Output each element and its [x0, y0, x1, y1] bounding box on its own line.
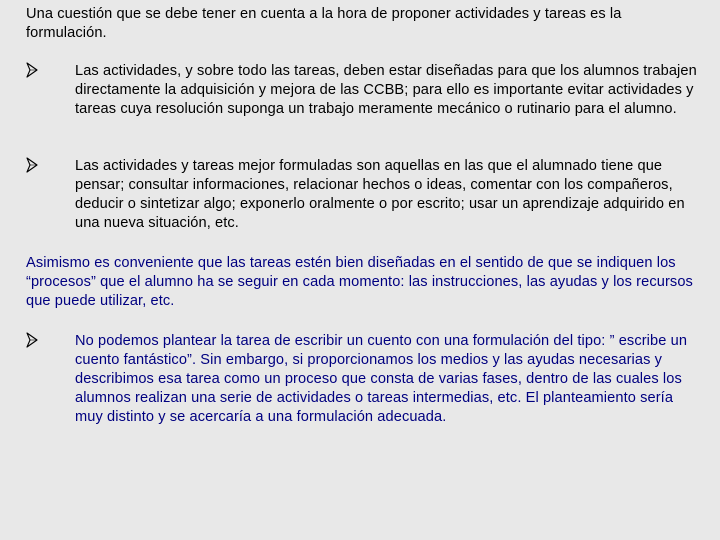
arrowhead-bullet-icon [26, 332, 46, 351]
bullet-text: Las actividades, y sobre todo las tareas, deben estar diseñadas para que los alumnos trabajen directamente la adquisición y mejora de las CCBB; para ello es importante evitar actividades y tareas cuya resolución suponga un trabajo meramente mecánico o rutinario para el alumno. [75, 63, 697, 117]
middle-paragraph: Asimismo es conveniente que las tareas estén bien diseñadas en el sentido de que se indiquen los “procesos” que el alumno ha se seguir en cada momento: las instrucciones, las ayudas y los recursos que puede utilizar, etc. [26, 255, 693, 309]
arrowhead-bullet-icon [26, 157, 46, 176]
intro-paragraph: Una cuestión que se debe tener en cuenta a la hora de proponer actividades y tareas es la formulación. [26, 6, 622, 41]
bullet-text: Las actividades y tareas mejor formuladas son aquellas en las que el alumnado tiene que pensar; consultar informaciones, relacionar hechos o ideas, comentar con los compañeros, deducir o sintetizar algo; exponerlo oralmente o por escrito; usar un aprendizaje adquirido en una nueva situación, etc. [75, 158, 685, 231]
bullet-text: No podemos plantear la tarea de escribir un cuento con una formulación del tipo: ” escribe un cuento fantástico”. Sin embargo, si proporcionamos los medios y las ayudas necesarias y describimos esa tarea como un proceso que consta de varias fases, dentro de las cuales los alumnos realizan una serie de actividades o tareas intermedias, etc. El planteamiento sería muy distinto y se acercaría a una formulación adecuada. [75, 333, 688, 425]
arrowhead-bullet-icon [26, 62, 46, 81]
